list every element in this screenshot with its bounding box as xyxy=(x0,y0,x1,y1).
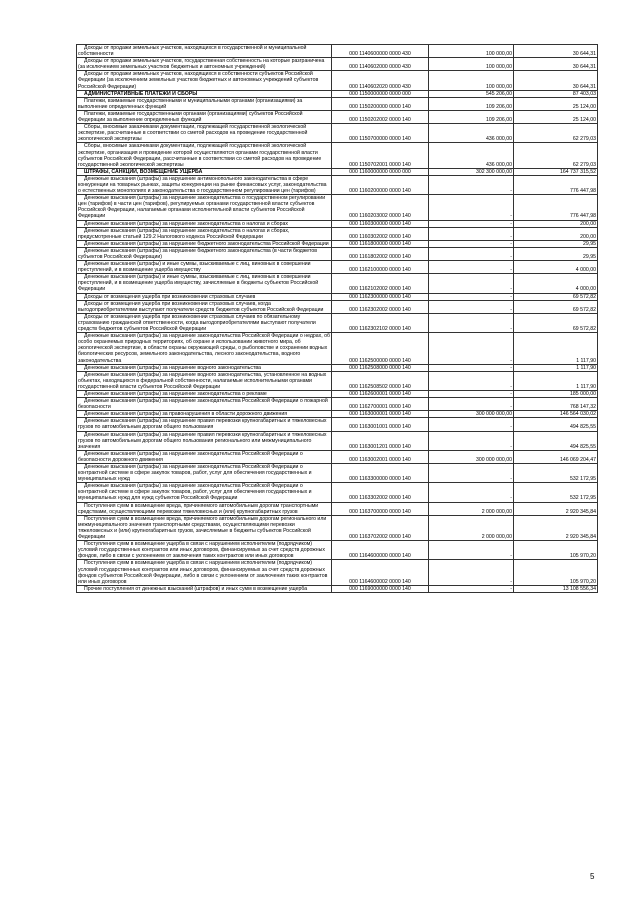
table-row xyxy=(77,110,598,123)
row-plan: - xyxy=(429,274,514,293)
row-code: 000 1160203002 0000 140 xyxy=(332,195,429,220)
row-name: Денежные взыскания (штрафы) и иные суммы, взыскиваемые с лиц, виновных в совершении преступлений, и в возмещение ущерба имуществу xyxy=(77,261,332,274)
table-row xyxy=(77,541,598,560)
table-row xyxy=(77,247,598,260)
row-name: Доходы от возмещения ущерба при возникновении страховых случаев xyxy=(77,293,332,300)
table-row xyxy=(77,398,598,411)
row-name: Сборы, вносимые заказчиками документации, подлежащей государственной экологической экспертизе, рассчитанные в соответствии со сметой расходов на проведение государственной экологической экспертизы xyxy=(77,124,332,143)
row-actual: 146 564 030,02 xyxy=(514,411,598,418)
row-plan: 109 206,00 xyxy=(429,97,514,110)
row-name: Доходы от продажи земельных участков, находящихся в государственной и муниципальной собственности xyxy=(77,45,332,58)
row-plan: - xyxy=(429,418,514,431)
row-plan: - xyxy=(429,261,514,274)
table-row xyxy=(77,483,598,502)
row-actual: 69 572,82 xyxy=(514,300,598,313)
row-actual: 146 069 204,47 xyxy=(514,450,598,463)
row-name: Денежные взыскания (штрафы) за нарушение правил перевозки крупногабаритных и тяжеловесных грузов по автомобильным дорогам общего пользования xyxy=(77,418,332,431)
row-name: Доходы от возмещения ущерба при возникновении страховых случаев по обязательному страхованию гражданской ответственности, когда выгодоприобретателями выступают получатели средств бюджетов субъектов Российской Федерации xyxy=(77,313,332,332)
row-code: 000 1162508000 0000 140 xyxy=(332,364,429,371)
row-actual: 69 572,82 xyxy=(514,293,598,300)
row-actual: 776 447,98 xyxy=(514,175,598,194)
table-row xyxy=(77,124,598,143)
table-row xyxy=(77,240,598,247)
table-row xyxy=(77,300,598,313)
row-actual: 200,00 xyxy=(514,220,598,227)
row-actual: 532 172,95 xyxy=(514,464,598,483)
row-actual: 62 279,03 xyxy=(514,124,598,143)
table-row xyxy=(77,90,598,97)
row-actual: 776 447,98 xyxy=(514,195,598,220)
row-plan: 300 000 000,00 xyxy=(429,411,514,418)
row-actual: 30 644,31 xyxy=(514,71,598,90)
row-actual: 87 403,03 xyxy=(514,90,598,97)
row-name: Доходы от продажи земельных участков, находящихся в собственности субъектов Российской Федерации (за исключением земельных участков бюджетных и автономных учреждений субъектов Российской Федерации) xyxy=(77,71,332,90)
row-name: ШТРАФЫ, САНКЦИИ, ВОЗМЕЩЕНИЕ УЩЕРБА xyxy=(77,168,332,175)
row-code: 000 1162302002 0000 140 xyxy=(332,300,429,313)
table-row xyxy=(77,515,598,540)
row-actual: 4 000,00 xyxy=(514,274,598,293)
row-name: Доходы от продажи земельных участков, государственная собственность на которые разграничена (за исключением земельных участков бюджетных и автономных учреждений) xyxy=(77,58,332,71)
row-plan: - xyxy=(429,541,514,560)
row-name: Денежные взыскания (штрафы) за нарушение правил перевозки крупногабаритных и тяжеловесных грузов по автомобильным дорогам общего пользования регионального или межмуниципального значения xyxy=(77,431,332,450)
row-code: 000 1162600001 0000 140 xyxy=(332,390,429,397)
table-row xyxy=(77,220,598,227)
row-plan: 2 000 000,00 xyxy=(429,502,514,515)
row-name: Поступления сумм в возмещение ущерба в связи с нарушением исполнителем (подрядчиком) условий государственных контрактов или иных договоров, финансируемых за счет средств дорожных фондов, либо в связи с уклонением от заключения таких контрактов или иных договоров xyxy=(77,541,332,560)
table-row xyxy=(77,411,598,418)
table-row xyxy=(77,261,598,274)
row-actual: 105 970,20 xyxy=(514,541,598,560)
row-plan: - xyxy=(429,371,514,390)
row-name: Денежные взыскания (штрафы) за нарушение водного законодательства, установленное на водных объектах, находящихся в федеральной собственности, налагаемые исполнительными органами государственной власти субъектов Российской Федерации xyxy=(77,371,332,390)
row-plan: - xyxy=(429,560,514,585)
row-code: 000 1163001201 0000 140 xyxy=(332,431,429,450)
row-name: Поступления сумм в возмещение вреда, причиняемого автомобильным дорогам транспортными средствами, осуществляющими перевозки тяжеловесных и (или) крупногабаритных грузов xyxy=(77,502,332,515)
row-actual: 164 737 315,52 xyxy=(514,168,598,175)
row-actual: 532 172,95 xyxy=(514,483,598,502)
row-code: 000 1160302002 0000 140 xyxy=(332,227,429,240)
row-plan: 109 206,00 xyxy=(429,110,514,123)
row-code: 000 1140602000 0000 430 xyxy=(332,58,429,71)
row-actual: 494 825,55 xyxy=(514,418,598,431)
row-actual: 29,95 xyxy=(514,247,598,260)
row-plan: 436 000,00 xyxy=(429,143,514,168)
row-actual: 768 147,32 xyxy=(514,398,598,411)
row-code: 000 1161802002 0000 140 xyxy=(332,247,429,260)
row-actual: 185 000,00 xyxy=(514,390,598,397)
row-plan: 100 000,00 xyxy=(429,45,514,58)
row-code: 000 1161800000 0000 140 xyxy=(332,240,429,247)
table-row xyxy=(77,390,598,397)
row-name: Поступления сумм в возмещение вреда, причиняемого автомобильным дорогам регионального или межмуниципального значения транспортными средствами, осуществляющими перевозки тяжеловесных и (или) крупногабаритных грузов, зачисляемые в бюджеты субъектов Российской Федерации xyxy=(77,515,332,540)
table-row xyxy=(77,450,598,463)
row-name: АДМИНИСТРАТИВНЫЕ ПЛАТЕЖИ И СБОРЫ xyxy=(77,90,332,97)
table-row xyxy=(77,502,598,515)
row-name: Денежные взыскания (штрафы) за нарушение законодательства о налогах и сборах xyxy=(77,220,332,227)
row-code: 000 1162302102 0000 140 xyxy=(332,313,429,332)
row-name: Денежные взыскания (штрафы) за нарушение антимонопольного законодательства в сфере конкуренции на товарных рынках, защиты конкуренции на рынке финансовых услуг, законодательства о естественных монополиях и законодательства о государственном регулировании цен (тарифов) xyxy=(77,175,332,194)
row-code: 000 1162102002 0000 140 xyxy=(332,274,429,293)
row-name: Денежные взыскания (штрафы) за нарушение водного законодательства xyxy=(77,364,332,371)
table-row xyxy=(77,560,598,585)
row-name: Доходы от возмещения ущерба при возникновении страховых случаев, когда выгодоприобретателями выступают получатели средств бюджетов субъектов Российской Федерации xyxy=(77,300,332,313)
row-name: Денежные взыскания (штрафы) за нарушение законодательства о рекламе xyxy=(77,390,332,397)
revenue-table xyxy=(76,44,598,593)
row-actual: 25 124,00 xyxy=(514,97,598,110)
table-row xyxy=(77,58,598,71)
row-plan: - xyxy=(429,585,514,592)
table-row xyxy=(77,195,598,220)
row-code: 000 1162700001 0000 140 xyxy=(332,398,429,411)
row-code: 000 1162500000 0000 140 xyxy=(332,333,429,364)
row-plan: - xyxy=(429,398,514,411)
row-name: Денежные взыскания (штрафы) за нарушение законодательства о налогах и сборах, предусмотренные статьей 129.2 Налогового кодекса Российской Федерации xyxy=(77,227,332,240)
row-plan: - xyxy=(429,220,514,227)
row-name: Денежные взыскания (штрафы) за нарушение законодательства Российской Федерации о недрах, об особо охраняемых природных территориях, об охране и использовании животного мира, об экологической экспертизе, в области охраны окружающей среды, о рыболовстве и сохранении водных биологических ресурсов, земельного законодательства, лесного законодательства, водного законодательства xyxy=(78,333,330,364)
row-code: 000 1140602020 0000 430 xyxy=(332,71,429,90)
table-row xyxy=(77,364,598,371)
row-plan: - xyxy=(429,364,514,371)
row-actual: 200,00 xyxy=(514,227,598,240)
row-code: 000 1163300000 0000 140 xyxy=(332,464,429,483)
row-name: Денежные взыскания (штрафы) за нарушение законодательства Российской Федерации о пожарной безопасности xyxy=(77,398,332,411)
row-code: 000 1163000001 0000 140 xyxy=(332,411,429,418)
row-actual: 1 117,90 xyxy=(514,333,598,364)
row-code: 000 1163702002 0000 140 xyxy=(332,515,429,540)
row-code: 000 1150200000 0000 140 xyxy=(332,97,429,110)
row-actual: 30 644,31 xyxy=(514,45,598,58)
row-actual: 62 279,03 xyxy=(514,143,598,168)
table-row xyxy=(77,227,598,240)
row-code: 000 1163700000 0000 140 xyxy=(332,502,429,515)
row-code: 000 1164600000 0000 140 xyxy=(332,541,429,560)
row-actual: 2 920 345,84 xyxy=(514,502,598,515)
row-code: 000 1140600000 0000 430 xyxy=(332,45,429,58)
table-row xyxy=(77,71,598,90)
table-row xyxy=(77,293,598,300)
row-plan: - xyxy=(429,483,514,502)
row-plan: 302 300 000,00 xyxy=(429,168,514,175)
table-row xyxy=(77,431,598,450)
row-code: 000 1150202002 0000 140 xyxy=(332,110,429,123)
row-code: 000 1160200000 0000 140 xyxy=(332,175,429,194)
row-actual: 69 572,82 xyxy=(514,313,598,332)
row-code: 000 1160000000 0000 000 xyxy=(332,168,429,175)
row-actual: 13 108 556,34 xyxy=(514,585,598,592)
row-code: 000 1150702001 0000 140 xyxy=(332,143,429,168)
table-row xyxy=(77,585,598,592)
row-plan: - xyxy=(429,300,514,313)
row-name: Поступления сумм в возмещение ущерба в связи с нарушением исполнителем (подрядчиком) условий государственных контрактов или иных договоров, финансируемых за счет средств дорожных фондов субъектов Российской Федерации, либо в связи с уклонением от заключения таких контрактов или иных договоров xyxy=(77,560,332,585)
row-name: Денежные взыскания (штрафы) за нарушение законодательства Российской Федерации о безопасности дорожного движения xyxy=(77,450,332,463)
table-row xyxy=(77,313,598,332)
table-row xyxy=(77,274,598,293)
row-name: Платежи, взимаемые государственными и муниципальными органами (организациями) за выполнение определенных функций xyxy=(77,97,332,110)
row-plan: - xyxy=(429,195,514,220)
row-actual: 1 117,90 xyxy=(514,371,598,390)
table-row xyxy=(77,45,598,58)
row-plan: 436 000,00 xyxy=(429,124,514,143)
row-actual: 4 000,00 xyxy=(514,261,598,274)
row-code: 000 1163002001 0000 140 xyxy=(332,450,429,463)
row-plan: - xyxy=(429,313,514,332)
row-plan: 100 000,00 xyxy=(429,58,514,71)
row-code: 000 1150000000 0000 000 xyxy=(332,90,429,97)
row-actual: 29,95 xyxy=(514,240,598,247)
row-actual: 2 920 345,84 xyxy=(514,515,598,540)
row-name: Денежные взыскания (штрафы) за правонарушения в области дорожного движения xyxy=(77,411,332,418)
row-code: 000 1160300000 0000 140 xyxy=(332,220,429,227)
row-actual: 1 117,90 xyxy=(514,364,598,371)
table-row xyxy=(77,143,598,168)
table-row xyxy=(77,371,598,390)
row-name: Сборы, вносимые заказчиками документации, подлежащей государственной экологической экспертизе, организация и проведение которой осуществляются органами государственной власти субъектов Российской Федерации, рассчитанные в соответствии со сметой расходов на проведение государственной экологической экспертизы xyxy=(77,143,332,168)
table-row xyxy=(77,175,598,194)
row-plan: - xyxy=(429,390,514,397)
row-plan: 100 000,00 xyxy=(429,71,514,90)
row-plan: - xyxy=(429,175,514,194)
row-code: 000 1164600002 0000 140 xyxy=(332,560,429,585)
row-actual: 25 124,00 xyxy=(514,110,598,123)
table-row xyxy=(77,418,598,431)
row-code: 000 1162508502 0000 140 xyxy=(332,371,429,390)
page-number: 5 xyxy=(590,872,595,881)
row-plan: - xyxy=(429,240,514,247)
row-plan: - xyxy=(429,247,514,260)
row-plan: - xyxy=(429,333,514,364)
row-code: 000 1163001001 0000 140 xyxy=(332,418,429,431)
row-code: 000 1150700000 0000 140 xyxy=(332,124,429,143)
report-sheet xyxy=(76,44,596,593)
row-plan: 2 000 000,00 xyxy=(429,515,514,540)
row-code: 000 1162300000 0000 140 xyxy=(332,293,429,300)
row-actual: 494 825,55 xyxy=(514,431,598,450)
row-plan: - xyxy=(429,431,514,450)
row-plan: 545 206,00 xyxy=(429,90,514,97)
row-plan: - xyxy=(429,293,514,300)
row-actual: 30 644,31 xyxy=(514,58,598,71)
row-code: 000 1169000000 0000 140 xyxy=(332,585,429,592)
table-row xyxy=(77,333,598,364)
row-name: Платежи, взимаемые государственными органами (организациями) субъектов Российской Федерации за выполнение определенных функций xyxy=(77,110,332,123)
row-plan: 300 000 000,00 xyxy=(429,450,514,463)
row-name: Денежные взыскания (штрафы) за нарушение бюджетного законодательства (в части бюджетов субъектов Российской Федерации) xyxy=(77,247,332,260)
table-row xyxy=(77,97,598,110)
row-name: Денежные взыскания (штрафы) и иные суммы, взыскиваемые с лиц, виновных в совершении преступлений, и в возмещение ущерба имуществу, зачисляемые в бюджеты субъектов Российской Федерации xyxy=(77,274,332,293)
row-actual: 105 970,20 xyxy=(514,560,598,585)
row-name: Денежные взыскания (штрафы) за нарушение бюджетного законодательства Российской Федерации xyxy=(77,240,332,247)
row-code: 000 1162100000 0000 140 xyxy=(332,261,429,274)
table-row xyxy=(77,168,598,175)
row-plan: - xyxy=(429,227,514,240)
row-name: Денежные взыскания (штрафы) за нарушение законодательства о государственном регулировании цен (тарифов) в части цен (тарифов), регулируемых органами государственной власти субъектов Российской Федерации, налагаемые органами исполнительной власти субъектов Российской Федерации xyxy=(77,195,332,220)
row-name: Прочие поступления от денежных взысканий (штрафов) и иных сумм в возмещение ущерба xyxy=(77,585,332,592)
row-plan: - xyxy=(429,464,514,483)
table-row xyxy=(77,464,598,483)
row-name: Денежные взыскания (штрафы) за нарушение законодательства Российской Федерации о контрактной системе в сфере закупок товаров, работ, услуг для обеспечения государственных и муниципальных нужд для нужд субъектов Российской Федерации xyxy=(77,483,332,502)
row-code: 000 1163302002 0000 140 xyxy=(332,483,429,502)
row-name: Денежные взыскания (штрафы) за нарушение законодательства Российской Федерации о контрактной системе в сфере закупок товаров, работ, услуг для обеспечения государственных и муниципальных нужд xyxy=(77,464,332,483)
